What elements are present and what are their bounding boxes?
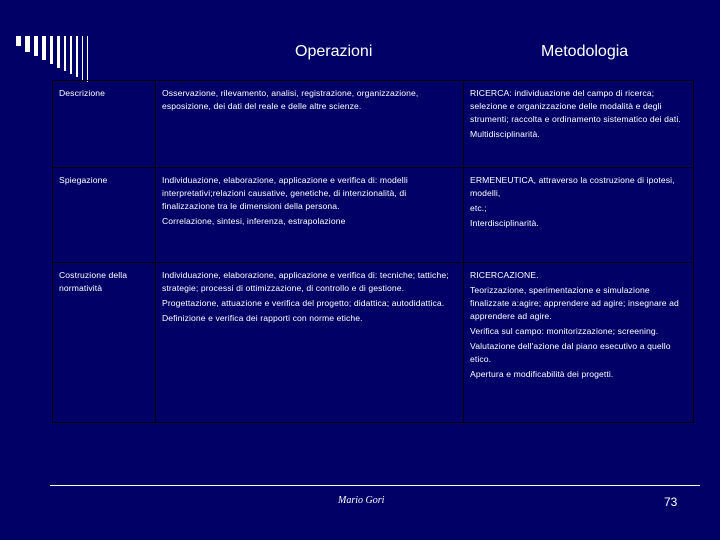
metodologia-paragraph: RICERCAZIONE. — [470, 270, 539, 280]
bar-shape — [82, 36, 83, 80]
metodologia-cell — [464, 168, 694, 263]
header-operazioni: Operazioni — [295, 43, 373, 60]
metodologia-paragraph: Teorizzazione, sperimentazione e simulazione finalizzate a:agire; apprendere ad agire; insegnare ad apprendere ad agire. — [470, 285, 679, 321]
footer-author: Mario Gori — [338, 495, 385, 506]
row-label: Costruzione della normatività — [53, 263, 156, 423]
operazioni-paragraph: Individuazione, elaborazione, applicazione e verifica di: modelli interpretativi;relazioni causative, genetiche, di intenzionalità, di finalizzazione tra le dimensioni della persona. — [162, 175, 408, 211]
metodologia-paragraph: ERMENEUTICA, attraverso la costruzione di ipotesi, modelli, — [470, 175, 675, 198]
table-row — [53, 168, 694, 263]
page-number: 73 — [664, 495, 678, 509]
operazioni-paragraph: Individuazione, elaborazione, applicazione e verifica di: tecniche; tattiche; strategie; processi di ottimizzazione, di controllo e di gestione. — [162, 270, 449, 293]
bar-shape — [70, 36, 72, 74]
decorative-bars — [16, 36, 88, 82]
metodologia-paragraph: Multidisciplinarità. — [470, 129, 540, 139]
bar-shape — [64, 36, 66, 71]
bar-shape — [25, 36, 30, 52]
metodologia-paragraph: etc.; — [470, 203, 487, 213]
operazioni-paragraph: Osservazione, rilevamento, analisi, registrazione, organizzazione, esposizione, dei dati del reale e delle altre scienze. — [162, 88, 419, 111]
metodologia-paragraph: Apertura e modificabilità dei progetti. — [470, 369, 614, 379]
footer-divider — [50, 485, 700, 486]
metodologia-paragraph: Interdisciplinarità. — [470, 218, 539, 228]
table-row — [53, 263, 694, 423]
row-label: Spiegazione — [53, 168, 156, 263]
bar-shape — [42, 36, 46, 60]
operazioni-cell — [156, 168, 464, 263]
header-metodologia: Metodologia — [541, 43, 629, 60]
bar-shape — [50, 36, 53, 64]
metodologia-cell — [464, 263, 694, 423]
bar-shape — [87, 36, 88, 82]
metodologia-cell — [464, 81, 694, 168]
operazioni-paragraph: Progettazione, attuazione e verifica del progetto; didattica; autodidattica. — [162, 298, 445, 308]
bar-shape — [76, 36, 78, 77]
row-label: Descrizione — [53, 81, 156, 168]
operazioni-cell — [156, 263, 464, 423]
bar-shape — [57, 36, 60, 68]
bar-shape — [34, 36, 38, 56]
operazioni-paragraph: Definizione e verifica dei rapporti con norme etiche. — [162, 313, 363, 323]
table-row — [53, 81, 694, 168]
bar-shape — [16, 36, 21, 46]
metodologia-paragraph: Valutazione dell'azione dal piano esecutivo a quello etico. — [470, 341, 671, 364]
operazioni-paragraph: Correlazione, sintesi, inferenza, estrapolazione — [162, 216, 346, 226]
metodologia-paragraph: RICERCA: individuazione del campo di ricerca; selezione e organizzazione delle modalità e degli strumenti; raccolta e ordinamento sistematico dei dati. — [470, 88, 681, 124]
metodologia-paragraph: Verifica sul campo: monitorizzazione; screening. — [470, 326, 659, 336]
content-table — [52, 80, 694, 423]
operazioni-cell — [156, 81, 464, 168]
